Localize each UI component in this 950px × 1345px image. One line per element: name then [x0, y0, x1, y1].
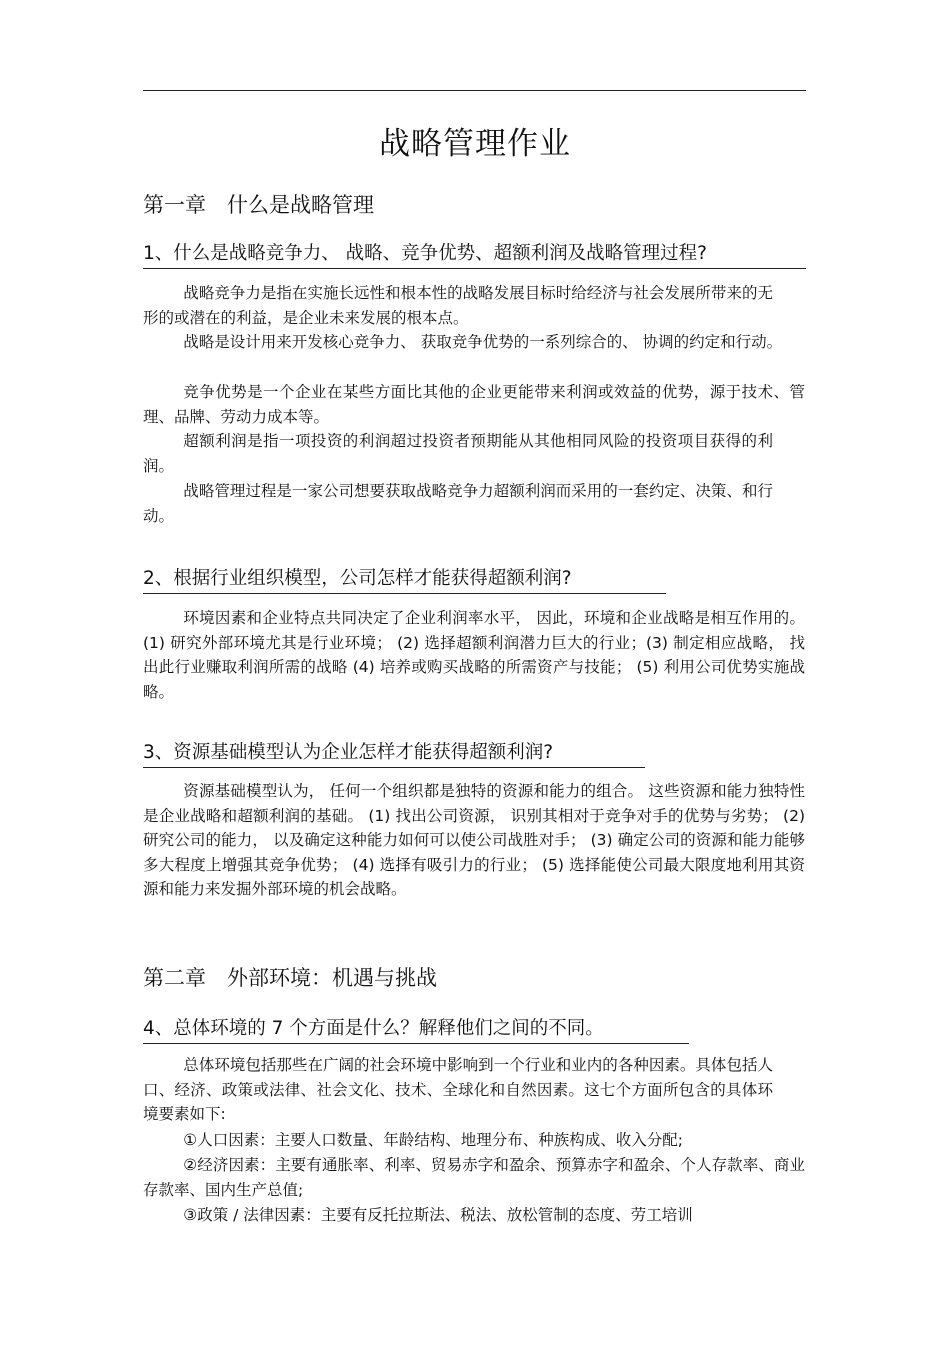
q1-paragraph-1: 战略竞争力是指在实施长远性和根本性的战略发展目标时给经济与社会发展所带来的无形的或潜在的利益，是企业未来发展的根本点。: [143, 284, 773, 327]
header-rule: [143, 90, 806, 91]
q1-paragraph-2: 战略是设计用来开发核心竞争力、 获取竞争优势的一系列综合的、 协调的约定和行动。: [183, 333, 783, 351]
q4-paragraph-1: 总体环境包括那些在广阔的社会环境中影响到一个行业和业内的各种因素。具体包括人口、经济、政策或法律、社会文化、技术、全球化和自然因素。这七个方面所包含的具体环境要素如下:: [143, 1056, 773, 1123]
question-4-heading: 4、总体环境的 7 个方面是什么？解释他们之间的不同。: [143, 1016, 689, 1044]
chapter-1-heading: 第一章 什么是战略管理: [143, 193, 374, 217]
q2-paragraph-1: 环境因素和企业特点共同决定了企业利润率水平， 因此，环境和企业战略是相互作用的。 (1) 研究外部环境尤其是行业环境； (2) 选择超额利润潜力巨大的行业；(3) 制定相应战略， 找出此行业赚取利润所需的战略 (4) 培养或购买战略的所需资产与技能； (5) 利用公司优势实施战略。: [143, 609, 805, 701]
q1-paragraph-5: 战略管理过程是一家公司想要获取战略竞争力超额利润而采用的一套约定、决策、和行动。: [143, 482, 773, 525]
question-1-heading: 1、什么是战略竞争力、 战略、竞争优势、超额利润及战略管理过程?: [143, 241, 806, 269]
q1-paragraph-3: 竞争优势是一个企业在某些方面比其他的企业更能带来利润或效益的优势，源于技术、管理、品牌、劳动力成本等。: [143, 383, 805, 426]
q4-paragraph-3: ②经济因素：主要有通胀率、利率、贸易赤字和盈余、预算赤字和盈余、个人存款率、商业存款率、国内生产总值;: [143, 1156, 805, 1199]
page-title: 战略管理作业: [379, 126, 571, 162]
question-3-heading: 3、资源基础模型认为企业怎样才能获得超额利润?: [143, 740, 645, 768]
q1-paragraph-4: 超额利润是指一项投资的利润超过投资者预期能从其他相同风险的投资项目获得的利润。: [143, 432, 773, 475]
q4-paragraph-4: ③政策 / 法律因素：主要有反托拉斯法、税法、放松管制的态度、劳工培训: [183, 1206, 693, 1224]
chapter-2-heading: 第二章 外部环境：机遇与挑战: [143, 966, 437, 990]
q4-paragraph-2: ①人口因素：主要人口数量、年龄结构、地理分布、种族构成、收入分配;: [183, 1131, 683, 1149]
question-2-heading: 2、根据行业组织模型，公司怎样才能获得超额利润?: [143, 566, 666, 594]
q3-paragraph-1: 资源基础模型认为， 任何一个组织都是独特的资源和能力的组合。 这些资源和能力独特性是企业战略和超额利润的基础。 (1) 找出公司资源， 识别其相对于竞争对手的优势与劣势； (2) 研究公司的能力， 以及确定这种能力如何可以使公司战胜对手； (3) 确定公司的资源和能力能够多大程度上增强其竞争优势； (4) 选择有吸引力的行业； (5) 选择能使公司最大限度地利用其资源和能力来发掘外部环境的机会战略。: [143, 782, 805, 898]
